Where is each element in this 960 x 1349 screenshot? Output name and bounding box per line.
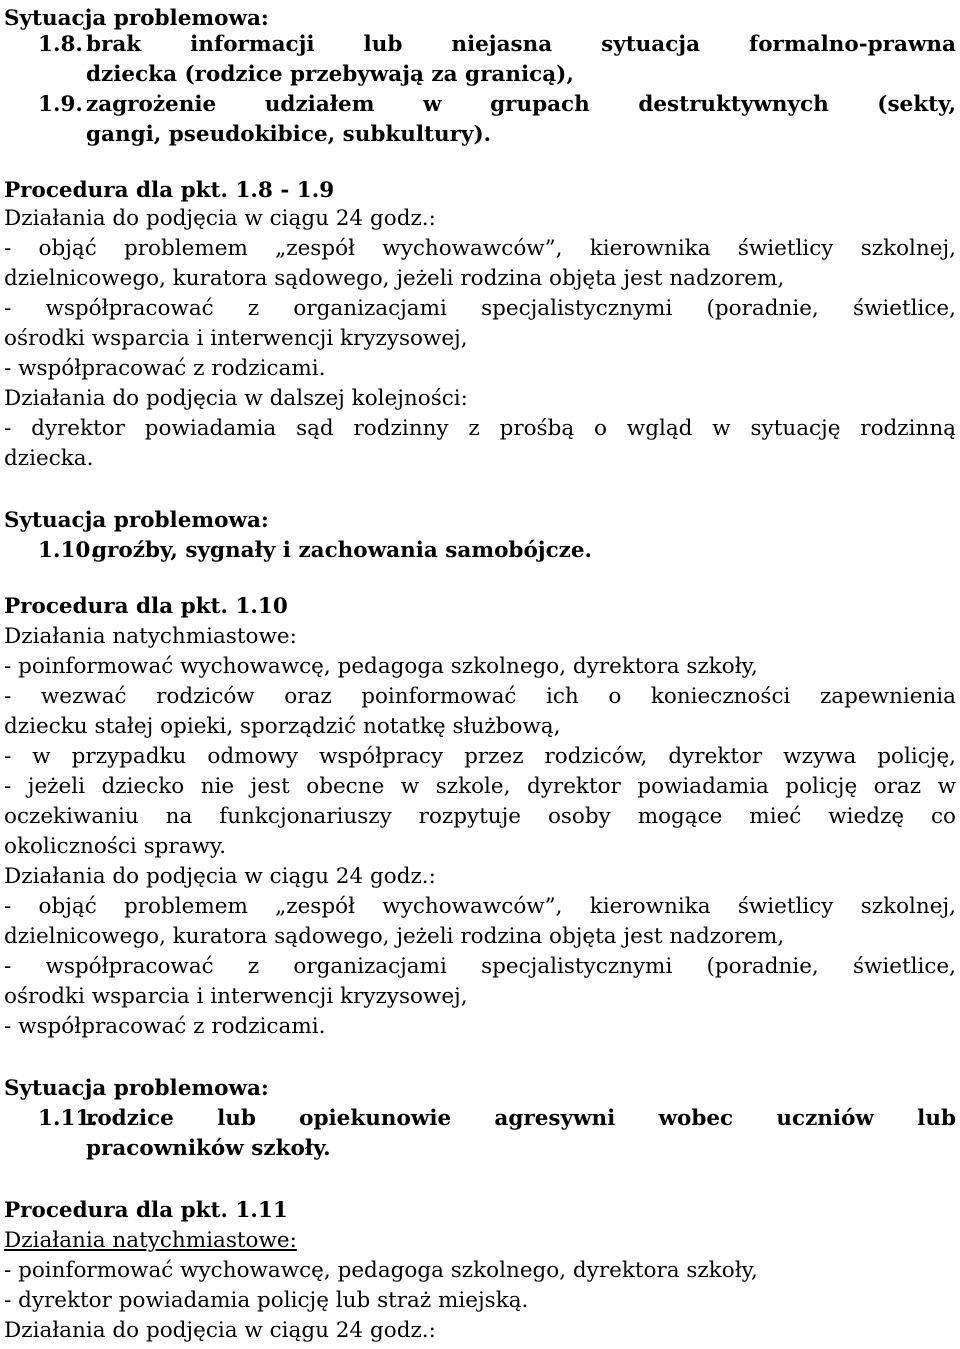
text-line: - objąć problemem „zespół wychowawców”, kierownika świetlicy szkolnej,	[4, 894, 956, 919]
item-text: groźby, sygnały i zachowania samobójcze.	[92, 538, 593, 563]
item-text-cont: gangi, pseudokibice, subkultury).	[86, 122, 492, 147]
text-line: dziecku stałej opieki, sporządzić notatkę służbową,	[4, 714, 561, 739]
item-text: zagrożenie udziałem w grupach destruktywnych (sekty,	[86, 92, 956, 117]
item-number: 1.11.	[38, 1106, 98, 1131]
text-line: - jeżeli dziecko nie jest obecne w szkole, dyrektor powiadamia policję oraz w	[4, 774, 956, 799]
text-line: - poinformować wychowawcę, pedagoga szkolnego, dyrektora szkoły,	[4, 654, 758, 679]
item-text: rodzice lub opiekunowie agresywni wobec uczniów lub	[86, 1106, 956, 1131]
subheading: Działania do podjęcia w dalszej kolejności:	[4, 386, 468, 411]
text-line: - poinformować wychowawcę, pedagoga szkolnego, dyrektora szkoły,	[4, 1258, 758, 1283]
item-text-cont: dziecka (rodzice przebywają za granicą),	[86, 62, 574, 87]
section-heading: Sytuacja problemowa:	[4, 1076, 269, 1101]
situation-item	[38, 90, 956, 120]
text-line: - wezwać rodziców oraz poinformować ich o konieczności zapewnienia	[4, 684, 956, 709]
subheading: Działania do podjęcia w ciągu 24 godz.:	[4, 206, 436, 231]
item-number: 1.9.	[38, 92, 83, 117]
section-heading: Sytuacja problemowa:	[4, 6, 269, 31]
subheading: Działania do podjęcia w ciągu 24 godz.:	[4, 864, 436, 889]
text-line: ośrodki wsparcia i interwencji kryzysowej,	[4, 326, 468, 351]
text-line: dziecka.	[4, 446, 94, 471]
text-line: dzielnicowego, kuratora sądowego, jeżeli rodzina objęta jest nadzorem,	[4, 924, 785, 949]
subheading: Działania natychmiastowe:	[4, 624, 297, 649]
situation-item	[38, 30, 956, 60]
situation-item	[38, 536, 956, 566]
text-line: - współpracować z organizacjami specjalistycznymi (poradnie, świetlice,	[4, 296, 956, 321]
procedure-title: Procedura dla pkt. 1.11	[4, 1198, 288, 1223]
text-line: - dyrektor powiadamia sąd rodzinny z prośbą o wgląd w sytuację rodzinną	[4, 416, 956, 441]
situation-item	[38, 1104, 956, 1134]
item-text: brak informacji lub niejasna sytuacja formalno-prawna	[86, 32, 956, 57]
subheading: Działania natychmiastowe:	[4, 1228, 297, 1253]
text-line: - współpracować z organizacjami specjalistycznymi (poradnie, świetlice,	[4, 954, 956, 979]
text-line: - współpracować z rodzicami.	[4, 356, 326, 381]
text-line: okoliczności sprawy.	[4, 834, 227, 859]
text-line: - dyrektor powiadamia policję lub straż miejską.	[4, 1288, 529, 1313]
subheading: Działania do podjęcia w ciągu 24 godz.:	[4, 1318, 436, 1343]
text-line: - współpracować z rodzicami.	[4, 1014, 326, 1039]
text-line: oczekiwaniu na funkcjonariuszy rozpytuje osoby mogące mieć wiedzę co	[4, 804, 956, 829]
text-line: ośrodki wsparcia i interwencji kryzysowej,	[4, 984, 468, 1009]
item-text-cont: pracowników szkoły.	[86, 1136, 331, 1161]
item-number: 1.10.	[38, 538, 98, 563]
procedure-title: Procedura dla pkt. 1.8 - 1.9	[4, 178, 335, 203]
text-line: dzielnicowego, kuratora sądowego, jeżeli rodzina objęta jest nadzorem,	[4, 266, 785, 291]
item-number: 1.8.	[38, 32, 83, 57]
procedure-title: Procedura dla pkt. 1.10	[4, 594, 288, 619]
section-heading: Sytuacja problemowa:	[4, 508, 269, 533]
text-line: - objąć problemem „zespół wychowawców”, kierownika świetlicy szkolnej,	[4, 236, 956, 261]
text-line: - w przypadku odmowy współpracy przez rodziców, dyrektor wzywa policję,	[4, 744, 956, 769]
